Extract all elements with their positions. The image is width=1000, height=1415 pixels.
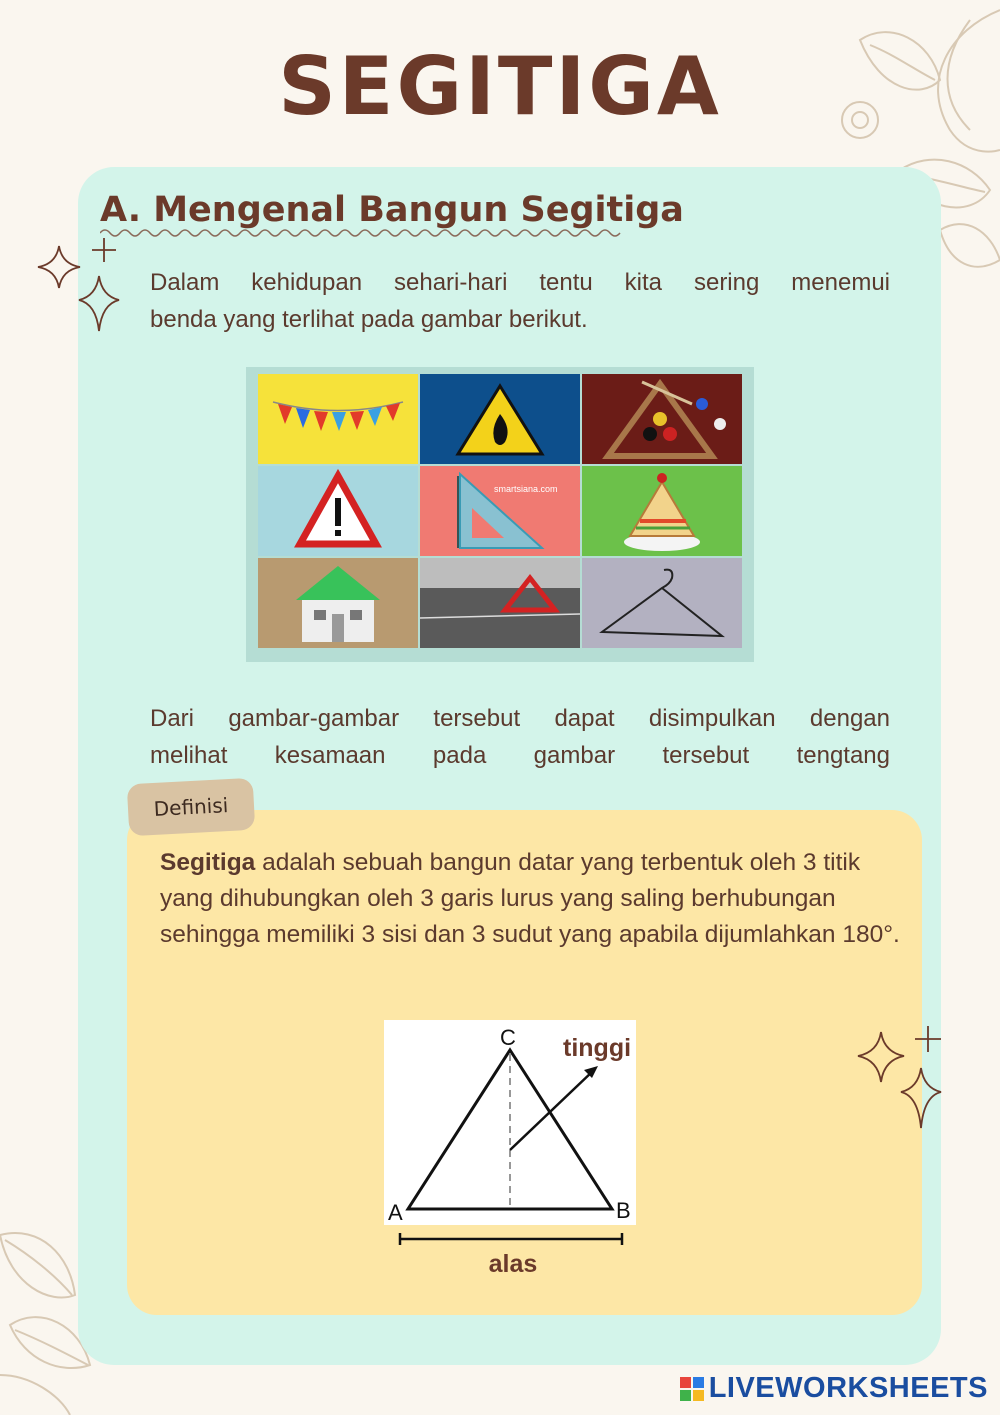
bunting-flags-photo: [258, 374, 418, 464]
fire-warning-sign-photo: [420, 374, 580, 464]
vertex-a-label: A: [388, 1200, 403, 1225]
sparkle-icon: [856, 1024, 946, 1134]
liveworksheets-logo-icon: [679, 1376, 705, 1402]
intro-paragraph: [150, 264, 890, 338]
definition-term: Segitiga: [160, 849, 256, 876]
vertex-c-label: C: [500, 1025, 516, 1050]
set-square-ruler-photo: [420, 466, 580, 556]
conclusion-paragraph: [150, 700, 890, 775]
sandwich-photo: [582, 466, 742, 556]
sparkle-icon: [34, 236, 124, 346]
clothes-hanger-photo: [582, 558, 742, 648]
example-objects-image: [246, 367, 754, 662]
billiard-rack-photo: [582, 374, 742, 464]
height-label: tinggi: [563, 1034, 632, 1062]
definition-text: [160, 845, 900, 953]
vertex-b-label: B: [616, 1198, 631, 1223]
section-heading: A. Mengenal Bangun Segitiga: [100, 190, 684, 230]
house-photo: [258, 558, 418, 648]
intro-line-1: Dalam kehidupan sehari-hari tentu kita sering menemui: [150, 269, 890, 296]
photo-watermark: smartsiana.com: [494, 484, 558, 494]
conclusion-line-1: Dari gambar-gambar tersebut dapat disimpulkan dengan: [150, 705, 890, 732]
brand-logo: [679, 1372, 988, 1405]
brand-name: LIVEWORKSHEETS: [708, 1372, 988, 1404]
page-title: SEGITIGA: [278, 40, 722, 133]
intro-line-2: benda yang terlihat pada gambar berikut.: [150, 306, 588, 333]
base-measure-line: [398, 1232, 624, 1246]
road-warning-triangle-photo: [420, 558, 580, 648]
base-label: alas: [488, 1250, 538, 1278]
conclusion-line-2: melihat kesamaan pada gambar tersebut tengtang: [150, 742, 890, 769]
exclamation-warning-sign-photo: [258, 466, 418, 556]
definition-tag: Definisi: [127, 778, 256, 837]
definition-body: adalah sebuah bangun datar yang terbentuk oleh 3 titik yang dihubungkan oleh 3 garis lurus yang saling berhubungan sehingga memiliki 3 sisi dan 3 sudut yang apabila dijumlahkan 180°.: [160, 849, 900, 948]
heading-underline: [100, 225, 640, 241]
